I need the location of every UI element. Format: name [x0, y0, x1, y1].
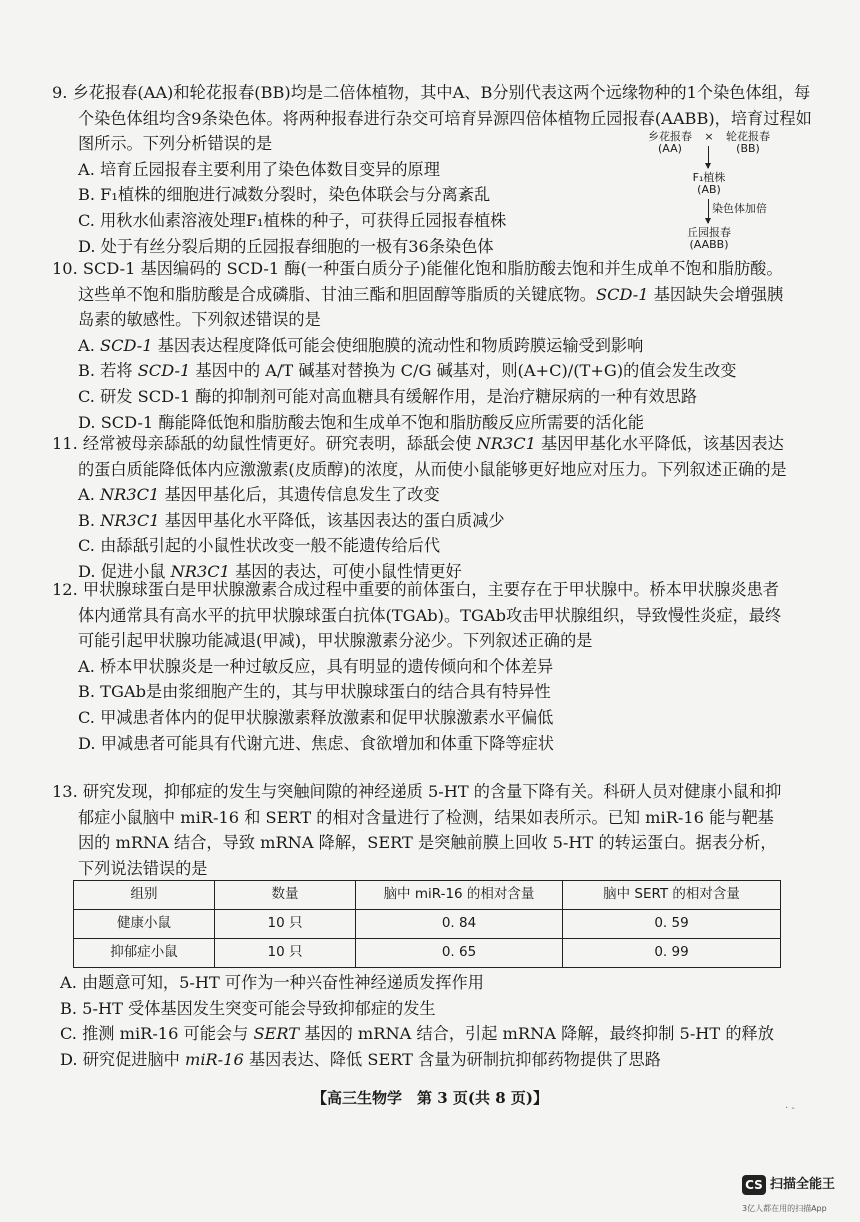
page-footer: 【高三生物学 第 3 页(共 8 页)】	[312, 1089, 548, 1107]
question-13	[52, 779, 787, 881]
table-header: 数量	[215, 881, 356, 910]
gene-name: NR3C1	[99, 485, 160, 505]
question-13-stem: 13. 研究发现，抑郁症的发生与突触间隙的神经递质 5-HT 的含量下降有关。科研人员对健康小鼠和抑郁症小鼠脑中 miR-16 和 SERT 的相对含量进行了检测，结果如表所示。已知 miR-16 能与靶基因的 mRNA 结合，导致 mRNA 降解，SERT 是突触前膜上回收 5-HT 的转运蛋白。据表分析，下列说法错误的是	[52, 782, 782, 878]
table-row	[74, 939, 781, 968]
question-13-option-b: B. 5-HT 受体基因发生突变可能会导致抑郁症的发生	[60, 998, 436, 1018]
table-cell: 0. 65	[356, 939, 563, 968]
stem-text: 基因甲基化水平降低，该基因表达的蛋白质能降低体内应激激素(皮质醇)的浓度，从而使小鼠能够更好地应对压力。下列叙述正确的是	[78, 434, 787, 479]
table-header-row	[74, 881, 781, 910]
question-12-option-c: C. 甲减患者体内的促甲状腺激素释放激素和促甲状腺激素水平偏低	[78, 707, 554, 727]
parent-1-name: 乡花报春	[648, 130, 692, 143]
arrow-down-icon	[708, 146, 709, 168]
question-10-stem	[52, 256, 787, 333]
scanner-tagline: 3亿人都在用的扫描App	[742, 1204, 827, 1213]
table-cell: 0. 99	[563, 939, 781, 968]
table-cell: 10 只	[215, 939, 356, 968]
cross-symbol: ×	[704, 130, 714, 143]
scanner-logo	[742, 1172, 835, 1198]
option-label: B.	[78, 510, 101, 530]
question-12-option-b: B. TGAb是由浆细胞产生的，其与甲状腺球蛋白的结合具有特异性	[78, 682, 551, 702]
table-cell: 健康小鼠	[74, 910, 215, 939]
f1-plant	[684, 172, 734, 196]
option-text: 基因的 mRNA 结合，引起 mRNA 降解，最终抑制 5-HT 的释放	[299, 1024, 774, 1044]
gene-name: SERT	[253, 1024, 300, 1044]
scanner-app-name: 扫描全能王	[770, 1177, 836, 1192]
question-13-options	[60, 970, 795, 1072]
option-label: A.	[78, 485, 100, 505]
question-10-option-d: D. SCD-1 酶能降低饱和脂肪酸去饱和生成单不饱和脂肪酸反应所需要的活化能	[78, 412, 644, 432]
option-label: B. 若将	[78, 361, 138, 381]
gene-name: NR3C1	[170, 561, 230, 581]
table-cell: 0. 59	[563, 910, 781, 939]
question-10	[52, 256, 787, 435]
result-plant	[678, 227, 740, 251]
gene-name: SCD-1	[596, 284, 649, 304]
question-11-option-b	[52, 508, 787, 534]
table-cell: 0. 84	[356, 910, 563, 939]
gene-name: NR3C1	[476, 434, 536, 453]
parent-2-genome: (BB)	[736, 142, 760, 155]
option-label: D. 研究促进脑中	[60, 1049, 185, 1069]
question-9-stem: 9. 乡花报春(AA)和轮花报春(BB)均是二倍体植物，其中A、B分别代表这两个远缘物种的1个染色体组，每个染色体组均含9条染色体。将两种报春进行杂交可培育异源四倍体植物丘园报春(AABB)，培育过程如图所示。下列分析错误的是	[52, 83, 812, 154]
question-13-option-d	[60, 1047, 795, 1073]
parent-1-genome: (AA)	[658, 142, 682, 155]
option-text: 基因甲基化后，其遗传信息发生了改变	[159, 485, 440, 505]
question-12-option-d: D. 甲减患者可能具有代谢亢进、焦虑、食欲增加和体重下降等症状	[78, 733, 554, 753]
question-9-option-a: A. 培育丘园报春主要利用了染色体数目变异的原理	[78, 159, 440, 179]
table-cell: 10 只	[215, 910, 356, 939]
result-genome: (AABB)	[689, 238, 729, 251]
question-11-option-c: C. 由舔舐引起的小鼠性状改变一般不能遗传给后代	[78, 536, 441, 556]
option-text: 基因中的 A/T 碱基对替换为 C/G 碱基对，则(A+C)/(T+G)的值会发生改变	[190, 361, 737, 381]
f1-genome: (AB)	[697, 183, 721, 196]
option-text: 基因表达程度降低可能会使细胞膜的流动性和物质跨膜运输受到影响	[152, 335, 644, 355]
gene-name: miR-16	[184, 1049, 244, 1069]
option-text: 基因表达、降低 SERT 含量为研制抗抑郁药物提供了思路	[243, 1049, 661, 1069]
question-12-stem: 12. 甲状腺球蛋白是甲状腺激素合成过程中重要的前体蛋白，主要存在于甲状腺中。桥本甲状腺炎患者体内通常具有高水平的抗甲状腺球蛋白抗体(TGAb)。TGAb攻击甲状腺组织，导致慢性炎症，最终可能引起甲状腺功能减退(甲减)，甲状腺激素分泌少。下列叙述正确的是	[52, 580, 782, 651]
arrow-down-icon	[708, 199, 709, 223]
question-10-option-b	[52, 358, 787, 384]
question-9-option-d: D. 处于有丝分裂后期的丘园报春细胞的一极有36条染色体	[78, 236, 494, 256]
option-text: 基因甲基化水平降低，该基因表达的蛋白质减少	[159, 510, 505, 530]
question-11	[52, 431, 787, 585]
cs-logo-icon: CS	[742, 1175, 766, 1195]
gene-name: SCD-1	[99, 335, 153, 355]
table-header: 脑中 miR-16 的相对含量	[356, 881, 563, 910]
question-11-option-a	[52, 482, 787, 508]
doubling-step-label: 染色体加倍	[712, 202, 767, 215]
question-9	[52, 80, 812, 259]
results-table	[73, 880, 781, 968]
question-10-stem-tail: 基因缺失会增强胰岛素的敏感性。下列叙述错误的是	[78, 284, 784, 330]
question-13-option-c	[60, 1021, 795, 1047]
table-header: 脑中 SERT 的相对含量	[563, 881, 781, 910]
table-row	[74, 910, 781, 939]
gene-name: NR3C1	[100, 510, 160, 530]
question-10-option-c: C. 研发 SCD-1 酶的抑制剂可能对高血糖具有缓解作用，是治疗糖尿病的一种有效思路	[78, 386, 698, 406]
stem-text: 11. 经常被母亲舔舐的幼鼠性情更好。研究表明，舔舐会使	[52, 434, 477, 453]
question-9-option-b: B. F₁植株的细胞进行减数分裂时，染色体联会与分离紊乱	[78, 185, 491, 205]
result-name: 丘园报春	[687, 226, 731, 239]
question-12	[52, 577, 787, 756]
table-header: 组别	[74, 881, 215, 910]
parent-1	[640, 131, 700, 155]
question-13-option-a: A. 由题意可知，5-HT 可作为一种兴奋性神经递质发挥作用	[60, 973, 484, 992]
question-10-stem-text: 10. SCD-1 基因编码的 SCD-1 酶(一种蛋白质分子)能催化饱和脂肪酸去饱和并生成单不饱和脂肪酸。这些单不饱和脂肪酸是合成磷脂、甘油三酯和胆固醇等脂质的关键底物。	[52, 259, 783, 304]
parent-2	[718, 131, 778, 155]
f1-name: F₁植株	[692, 171, 726, 184]
option-label: C. 推测 miR-16 可能会与	[60, 1024, 254, 1044]
question-10-option-a	[52, 333, 787, 359]
question-12-option-a: A. 桥本甲状腺炎是一种过敏反应，具有明显的遗传倾向和个体差异	[78, 656, 554, 676]
option-text: 基因的表达，可使小鼠性情更好	[229, 561, 462, 581]
scan-mark: · -	[785, 1103, 795, 1114]
question-9-option-c: C. 用秋水仙素溶液处理F₁植株的种子，可获得丘园报春植株	[78, 210, 507, 230]
table-cell: 抑郁症小鼠	[74, 939, 215, 968]
option-label: A.	[78, 335, 100, 355]
parent-2-name: 轮花报春	[726, 130, 770, 143]
question-11-stem	[52, 431, 787, 482]
gene-name: SCD-1	[137, 361, 191, 381]
option-label: D. 促进小鼠	[78, 561, 171, 581]
